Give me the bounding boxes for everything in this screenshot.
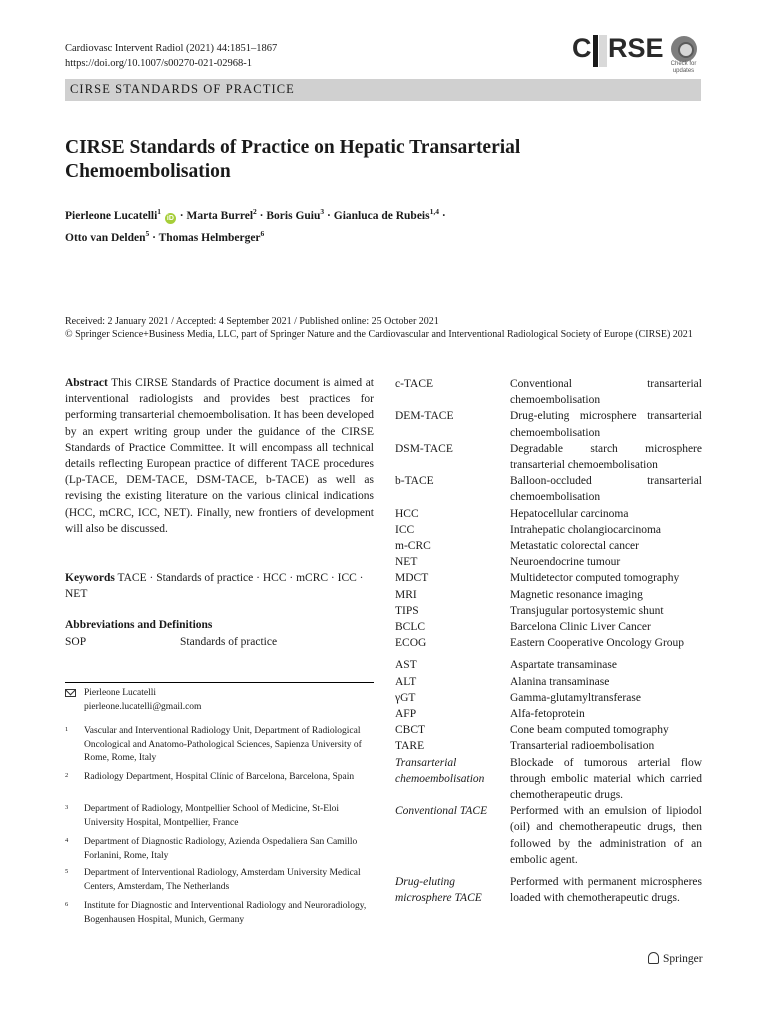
abbreviation-term: TIPS (395, 604, 419, 617)
abbreviation-definition: Gamma-glutamyltransferase (510, 691, 641, 704)
abbreviation-term: SOP (65, 636, 87, 648)
abstract-text: This CIRSE Standards of Practice document is aimed at interventional radiologists and provides best practices for performing transarterial chemoembolisation. It has been developed by an expert writing group under the guidance of the CIRSE Standards of Practice Committee. It will encompass all technical details reflecting European practice of different TACE procedures (Lp-TACE, DEM-TACE, DSM-TACE, b-TACE) as well as revising the existing literature on the various clinical indications (HCC, mCRC, ICC, NET). Finally, new frontiers of development will also be discussed. (65, 377, 375, 535)
author-name[interactable]: Marta Burrel (186, 209, 254, 222)
abbreviation-definition: Metastatic colorectal cancer (510, 540, 639, 553)
abbreviation-definition: Balloon-occluded transarterial chemoembolisation (510, 475, 702, 504)
abbreviation-term: ICC (395, 523, 415, 536)
section-label: CIRSE STANDARDS OF PRACTICE (70, 82, 295, 96)
abbreviation-definition: Alfa-fetoprotein (510, 708, 585, 721)
abbreviation-definition: Degradable starch microsphere transarterial chemoembolisation (510, 442, 702, 472)
term-definition: Blockade of tumorous arterial flow through embolic material which carried chemotherapeutic drugs. (510, 756, 702, 802)
author-name[interactable]: Otto van Delden (65, 231, 146, 244)
table-row (395, 522, 702, 538)
abbreviation-definition: Intrahepatic cholangiocarcinoma (510, 523, 662, 536)
abbreviation-definition: Barcelona Clinic Liver Cancer (510, 621, 651, 634)
table-row (395, 635, 702, 651)
abbreviation-term: NET (395, 556, 418, 569)
springer-logo (648, 951, 703, 967)
author-name[interactable]: Boris Guiu (266, 209, 321, 222)
abbreviation-table (395, 376, 702, 907)
table-row (395, 603, 702, 619)
table-row (395, 473, 702, 505)
abbreviation-definition: Drug-eluting microsphere transarterial chemoembolisation (510, 410, 702, 439)
abbreviation-term: AFP (395, 708, 417, 721)
table-row (395, 554, 702, 570)
table-row (395, 874, 702, 906)
author-list: Pierleone Lucatelli$^1$ iD · Marta Burrel$^2$ · Boris Guiu$^3$ · Gianluca de Rubeis$^{1,4}$ · Otto van Delden$^5$ · Thomas Helmberger$^6$ (65, 207, 446, 244)
abbreviation-definition: Standards of practice (180, 636, 278, 648)
cirse-logo-rse: RSE (608, 33, 664, 63)
table-row (395, 506, 702, 522)
abbreviation-definition: Transjugular portosystemic shunt (510, 604, 664, 617)
table-row (395, 441, 702, 473)
check-updates-icon (671, 36, 697, 62)
table-row (395, 538, 702, 554)
publication-dates: Received: 2 January 2021 / Accepted: 4 September 2021 / Published online: 25 October 2021 (65, 316, 439, 327)
abbreviation-term: CBCT (395, 724, 426, 737)
table-row (395, 408, 702, 440)
table-row (395, 755, 702, 804)
term-definition: Performed with permanent microspheres loaded with chemotherapeutic drugs. (510, 876, 702, 905)
table-row (395, 570, 702, 586)
table-row (395, 657, 702, 673)
abbreviations-heading: Abbreviations and Definitions (65, 619, 213, 631)
table-row (395, 587, 702, 603)
abbreviation-definition: Conventional transarterial chemoembolisation (510, 378, 702, 407)
abbreviation-term: c-TACE (395, 378, 434, 390)
author-name[interactable]: Pierleone Lucatelli (65, 209, 158, 222)
table-row (395, 376, 702, 408)
abbreviation-term: b-TACE (395, 475, 434, 488)
abbreviation-definition: Aspartate transaminase (510, 659, 617, 672)
definition-term: Conventional TACE (395, 805, 488, 818)
abbreviation-definition: Transarterial radioembolisation (510, 740, 655, 753)
corresponding-email[interactable]: pierleone.lucatelli@gmail.com (84, 701, 202, 712)
footnote-divider (65, 682, 374, 683)
table-row (395, 674, 702, 690)
doi-link[interactable]: https://doi.org/10.1007/s00270-021-02968-1 (65, 58, 253, 69)
abbreviation-definition: Neuroendocrine tumour (510, 556, 621, 569)
publication-info (65, 315, 705, 341)
author-name[interactable]: Thomas Helmberger (158, 231, 261, 244)
table-row (395, 619, 702, 635)
abbreviation-term: ECOG (395, 637, 427, 650)
keywords-label: Keywords (65, 572, 115, 584)
springer-horse-icon (648, 952, 659, 964)
abbreviation-term: DEM-TACE (395, 410, 454, 423)
abbreviation-definition: Alanina transaminase (510, 675, 610, 688)
table-row (395, 738, 702, 754)
table-row (395, 706, 702, 722)
journal-header (65, 41, 277, 71)
keywords (65, 570, 374, 602)
abbreviation-definition: Hepatocellular carcinoma (510, 507, 629, 520)
abbreviation-term: γGT (395, 691, 416, 704)
publisher-name: Springer (663, 953, 703, 965)
abbreviation-term: TARE (395, 740, 425, 753)
abbreviation-definition: Multidetector computed tomography (510, 572, 680, 585)
cirse-logo-c: C (572, 33, 592, 63)
definition-term: Drug-eluting microsphere TACE (395, 876, 482, 905)
abbreviation-term: ALT (395, 675, 417, 688)
abbreviation-term: m-CRC (395, 540, 431, 553)
abbreviation-term: MRI (395, 588, 417, 601)
abstract-label: Abstract (65, 377, 108, 389)
orcid-icon[interactable]: iD (166, 214, 174, 222)
check-for-updates-badge[interactable] (666, 36, 701, 74)
envelope-icon (65, 689, 76, 697)
corresponding-author: Pierleone Lucatelli (84, 688, 157, 698)
table-row (395, 690, 702, 706)
section-label-bar (65, 79, 701, 101)
check-updates-label: Check for updates (670, 61, 697, 74)
term-definition: Performed with an emulsion of lipiodol (oil) and chemotherapeutic drugs, then followed by the administration of an embolic agent. (510, 805, 702, 866)
definition-term: Transarterial chemoembolisation (395, 756, 485, 785)
abbreviation-definition: Cone beam computed tomography (510, 724, 669, 737)
abbreviation-term: BCLC (395, 621, 426, 634)
abstract (65, 375, 374, 537)
abbreviation-term: DSM-TACE (395, 442, 453, 455)
journal-citation: Cardiovasc Intervent Radiol (2021) 44:1851–1867 (65, 43, 278, 54)
table-row (395, 803, 702, 868)
author-name[interactable]: Gianluca de Rubeis (333, 209, 430, 222)
abbreviation-term: MDCT (395, 572, 429, 585)
table-row (395, 722, 702, 738)
cirse-logo (572, 31, 664, 71)
copyright-notice: © Springer Science+Business Media, LLC, part of Springer Nature and the Cardiovascular and Interventional Radiological Society of Europe (CIRSE) 2021 (65, 329, 693, 340)
keywords-text: TACE · Standards of practice · HCC · mCRC · ICC · NET (65, 572, 364, 601)
abbreviation-definition: Magnetic resonance imaging (510, 588, 643, 601)
article-title: CIRSE Standards of Practice on Hepatic Transarterial Chemoembolisation (65, 137, 521, 182)
abbreviation-term: HCC (395, 507, 419, 520)
abbreviation-definition: Eastern Cooperative Oncology Group (510, 637, 685, 650)
abbreviation-term: AST (395, 659, 417, 672)
